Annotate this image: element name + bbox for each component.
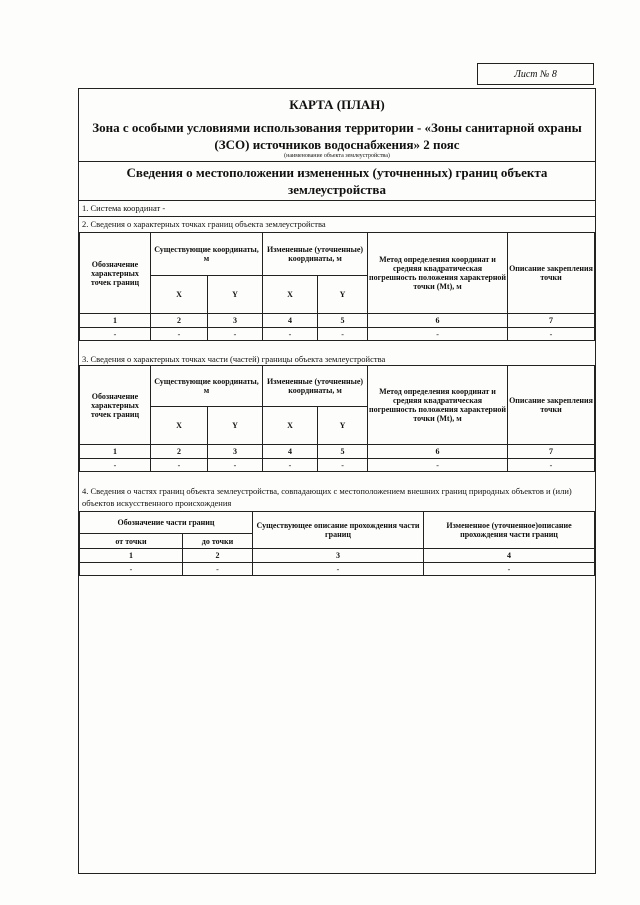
col-changed: Измененные (уточненные) координаты, м [263,233,368,276]
col-method: Метод определения координат и средняя квадратическая погрешность положения характерной точки (Mt), м [368,366,508,445]
col-designation: Обозначение характерных точек границ [80,366,151,445]
col-designation: Обозначение характерных точек границ [80,233,151,314]
col-description: Описание закрепления точки [508,366,595,445]
boundary-parts-table [79,511,595,576]
col-part: Обозначение части границ [80,512,253,534]
col-changed: Измененные (уточненные) координаты, м [263,366,368,407]
col-y: Y [208,276,263,314]
col-x: X [151,407,208,445]
col-x: X [263,276,318,314]
section-4-label: 4. Сведения о частях границ объекта землеустройства, совпадающих с местоположением внешних границ природных объектов и (или) объектов искусственного происхождения [82,486,572,508]
table-row: - - - - [80,563,595,576]
object-name: Зона с особыми условиями использования территории - «Зоны санитарной охраны (ЗСО) источников водоснабжения» 2 пояс [92,120,582,152]
col-changed-desc: Измененное (уточненное)описание прохождения части границ [424,512,595,549]
section-2-label: 2. Сведения о характерных точках границ объекта землеустройства [82,219,326,229]
col-x: X [263,407,318,445]
divider [79,161,595,162]
object-name-note: (наименование объекта землеустройства) [284,153,390,159]
section-3-label: 3. Сведения о характерных точках части (частей) границы объекта землеустройства [82,354,386,364]
parts-points-table [79,365,595,472]
document-frame [78,88,596,874]
col-y: Y [318,407,368,445]
divider [79,200,595,201]
col-description: Описание закрепления точки [508,233,595,314]
table-row: 1 2 3 4 5 6 7 [80,445,595,459]
table-row: 1 2 3 4 5 6 7 [80,314,595,328]
col-existing-desc: Существующее описание прохождения части границ [253,512,424,549]
table-row: - - - - - - - [80,328,595,341]
col-y: Y [318,276,368,314]
col-existing: Существующие координаты, м [151,366,263,407]
col-to: до точки [183,534,253,549]
sheet-number: Лист № 8 [477,63,594,85]
document-title: КАРТА (ПЛАН) [289,97,385,112]
table-row: 1 2 3 4 [80,549,595,563]
coordinate-system: 1. Система координат - [82,203,166,213]
section-heading: Сведения о местоположении измененных (уточненных) границ объекта землеустройства [126,165,548,197]
table-row: - - - - - - - [80,459,595,472]
divider [79,216,595,217]
points-table [79,232,595,341]
col-method: Метод определения координат и средняя квадратическая погрешность положения характерной точки (Mt), м [368,233,508,314]
col-existing: Существующие координаты, м [151,233,263,276]
col-from: от точки [80,534,183,549]
col-y: Y [208,407,263,445]
col-x: X [151,276,208,314]
